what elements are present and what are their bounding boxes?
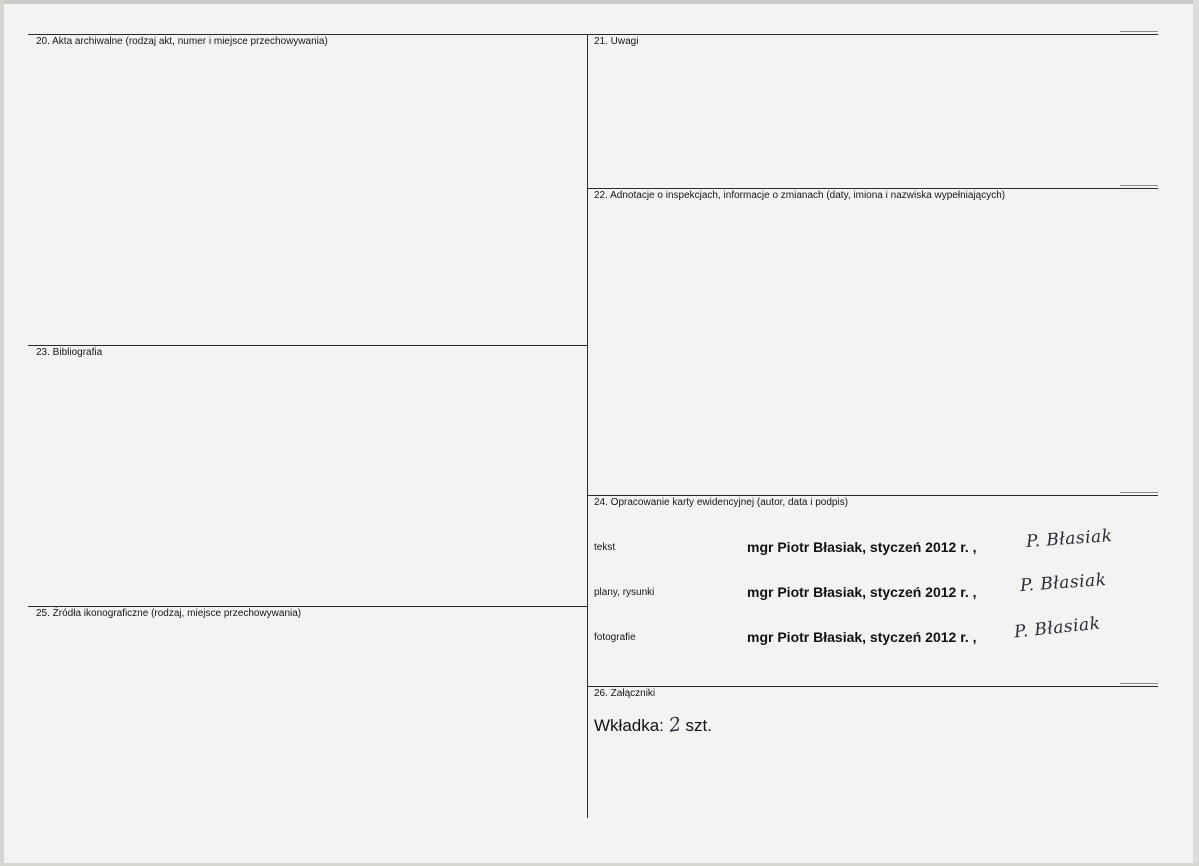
rule-25 bbox=[28, 606, 587, 607]
attachments-count: 2 bbox=[667, 713, 683, 737]
signature-photos: P. Błasiak bbox=[1013, 613, 1102, 643]
section-26-heading: 26. Załączniki bbox=[594, 688, 656, 699]
center-divider bbox=[587, 34, 588, 818]
tick-mark bbox=[1120, 185, 1158, 186]
scan-edge-top bbox=[0, 0, 1199, 4]
section-21-heading: 21. Uwagi bbox=[594, 36, 639, 47]
attachments-suffix: szt. bbox=[685, 716, 712, 735]
rule-26 bbox=[587, 686, 1158, 687]
signature-drawings: P. Błasiak bbox=[1019, 570, 1108, 596]
section-24-heading: 24. Opracowanie karty ewidencyjnej (autor, data i podpis) bbox=[594, 497, 849, 508]
tick-mark bbox=[1120, 492, 1158, 493]
tick-mark bbox=[1120, 31, 1158, 32]
section-23-heading: 23. Bibliografia bbox=[36, 347, 103, 358]
top-rule bbox=[28, 34, 1158, 35]
authorship-value-drawings: mgr Piotr Błasiak, styczeń 2012 r. , bbox=[747, 584, 977, 600]
section-22-heading: 22. Adnotacje o inspekcjach, informacje o zmianach (daty, imiona i nazwiska wypełniających) bbox=[594, 190, 1006, 201]
authorship-value-text: mgr Piotr Błasiak, styczeń 2012 r. , bbox=[747, 539, 977, 555]
rule-22 bbox=[587, 188, 1158, 189]
authorship-label-drawings: plany, rysunki bbox=[594, 587, 655, 598]
attachments-line bbox=[594, 714, 712, 736]
signature-text: P. Błasiak bbox=[1025, 526, 1114, 552]
section-25-heading: 25. Źródła ikonograficzne (rodzaj, miejsce przechowywania) bbox=[36, 608, 302, 619]
rule-23 bbox=[28, 345, 587, 346]
attachments-prefix: Wkładka: bbox=[594, 716, 664, 735]
scan-edge-left bbox=[0, 0, 4, 866]
authorship-value-photos: mgr Piotr Błasiak, styczeń 2012 r. , bbox=[747, 629, 977, 645]
scan-edge-right bbox=[1193, 0, 1199, 866]
authorship-label-text: tekst bbox=[594, 542, 616, 553]
authorship-label-photos: fotografie bbox=[594, 632, 636, 643]
tick-mark bbox=[1120, 683, 1158, 684]
section-20-heading: 20. Akta archiwalne (rodzaj akt, numer i miejsce przechowywania) bbox=[36, 36, 328, 47]
rule-24 bbox=[587, 495, 1158, 496]
